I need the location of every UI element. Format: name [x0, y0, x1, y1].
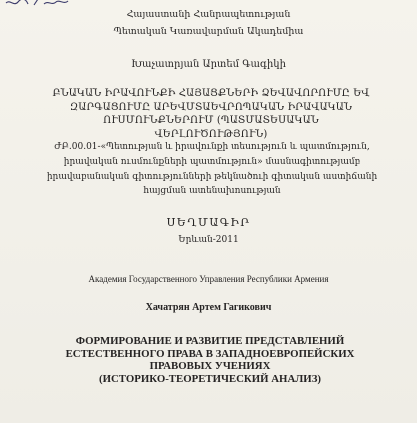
specialty-arm: ԺԲ.00.01-«Պետության և իրավունքի տեսություն և պատմություն, իրավական ուսմունքների պատմություն» մասնագիտությամբ իրավաբանական գիտությունների թեկնածուի գիտական աստիճանի հայցման ատենախոսության [46, 142, 378, 197]
title-arm: ԲՆԱԿԱՆ ԻՐԱՎՈՒՆՔԻ ՀԱՅԱՑՔՆԵՐԻ ՁԵՎԱՎՈՐՈՒՄԸ ԵՎ ԶԱՐԳԱՑՈՒՄԸ ԱՐԵՎՄՏԱԵՎՐՈՊԱԿԱՆ ԻՐԱՎԱԿԱՆ ՈՒՍՄՈՒՆՔՆԵՐՈՒՄ (ՊԱՏՄԱՏԵՍԱԿԱՆ ՎԵՐԼՈՒԾՈՒԹՅՈՒՆ) [52, 88, 370, 140]
handwritten-mark [4, 0, 74, 9]
city-year: Երևան-2011 [178, 235, 239, 245]
title-ru-line: (ИСТОРИКО-ТЕОРЕТИЧЕСКИЙ АНАЛИЗ) [99, 372, 321, 385]
academy-name-arm: Պետական Կառավարման Ակադեմիա [113, 26, 304, 37]
title-ru-line: ПРАВОВЫХ УЧЕНИЯХ [149, 360, 271, 373]
author-name-arm: Խաչատրյան Արտեմ Գագիկի [131, 59, 286, 70]
title-ru-line: ФОРМИРОВАНИЕ И РАЗВИТИЕ ПРЕДСТАВЛЕНИЙ [75, 335, 345, 347]
title-ru [40, 335, 380, 385]
title-ru-line: ЕСТЕСТВЕННОГО ПРАВА В ЗАПАДНОЕВРОПЕЙСКИХ [65, 347, 355, 360]
academy-name-ru: Академия Государственного Управления Республики Армения [88, 274, 329, 284]
author-name-ru: Хачатрян Артем Гагикович [145, 302, 272, 313]
autoreferat-label: ՍԵՂՄԱԳԻՐ [166, 216, 251, 229]
university-name: Հայաստանի Հանրապետության [126, 9, 291, 20]
